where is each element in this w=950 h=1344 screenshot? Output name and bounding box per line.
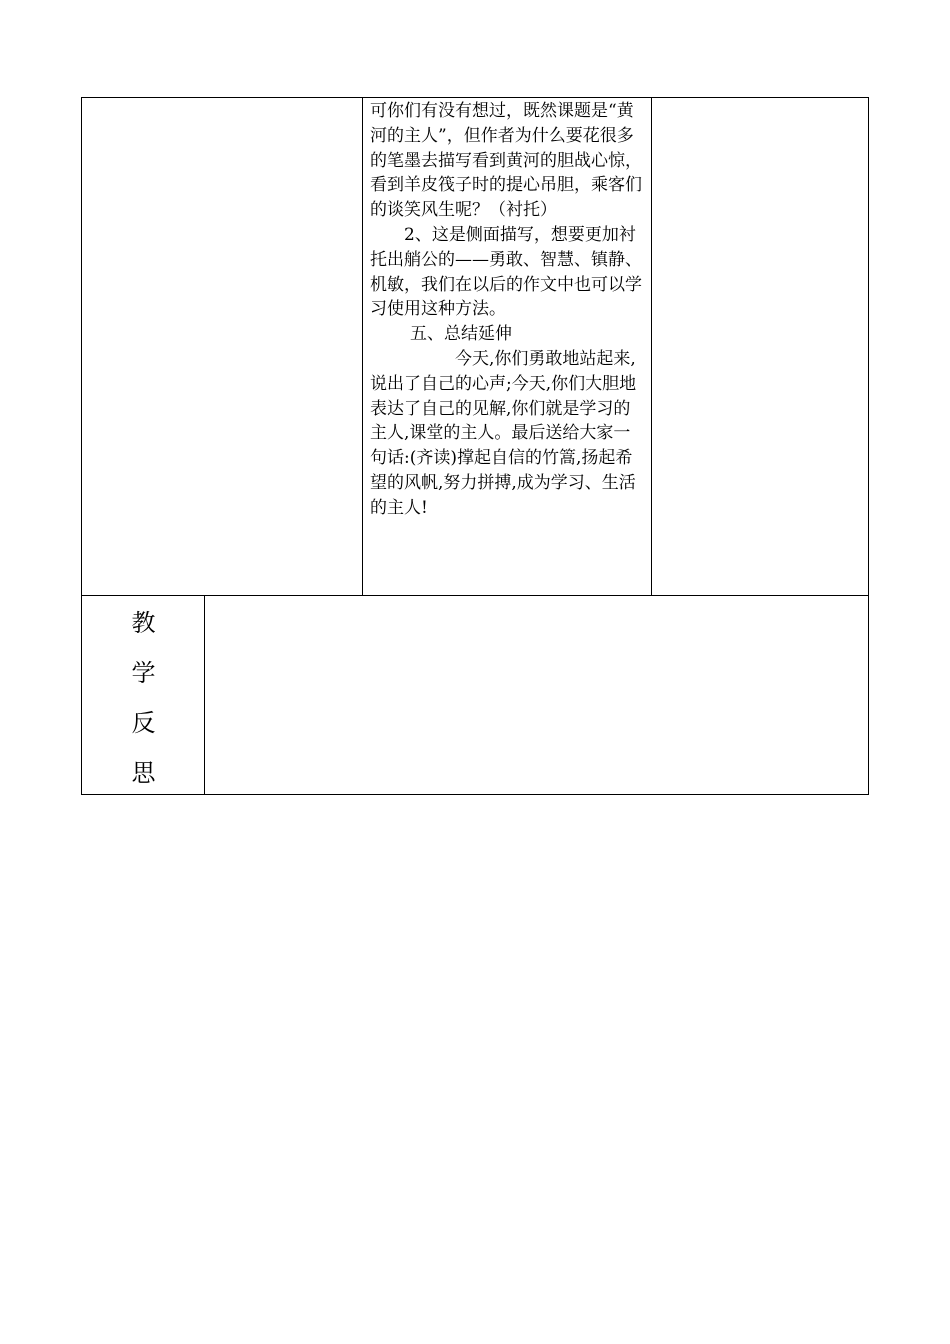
reflection-label-char: 教: [131, 609, 156, 637]
table-divider-right: [651, 97, 652, 596]
section-heading-summary: 五、总结延伸: [410, 324, 512, 345]
content-paragraph-2: 2、这是侧面描写，想要更加衬托出艄公的——勇敢、智慧、镇静、机敏，我们在以后的作文中也可以学习使用这种方法。: [370, 224, 642, 320]
content-paragraph-1: 可你们有没有想过，既然课题是“黄河的主人”，但作者为什么要花很多的笔墨去描写看到黄河的胆战心惊，看到羊皮筏子时的提心吊胆，乘客们的谈笑风生呢？（衬托）: [370, 101, 642, 221]
teaching-reflection-content: [210, 600, 860, 790]
table-row-divider: [81, 595, 869, 596]
reflection-label-char: 学: [131, 659, 156, 687]
table-divider-left: [362, 97, 363, 596]
lesson-content-cell: [370, 99, 646, 521]
reflection-label-char: 反: [131, 709, 156, 737]
reflection-label-char: 思: [131, 759, 156, 787]
content-paragraph-3: 今天,你们勇敢地站起来,说出了自己的心声;今天,你们大胆地表达了自己的见解,你们就是学习的主人,课堂的主人。最后送给大家一句话:(齐读)撑起自信的竹篙,扬起希望的风帆,努力拼搏,成为学习、生活的主人!: [370, 348, 637, 518]
teaching-reflection-label: [82, 598, 205, 798]
